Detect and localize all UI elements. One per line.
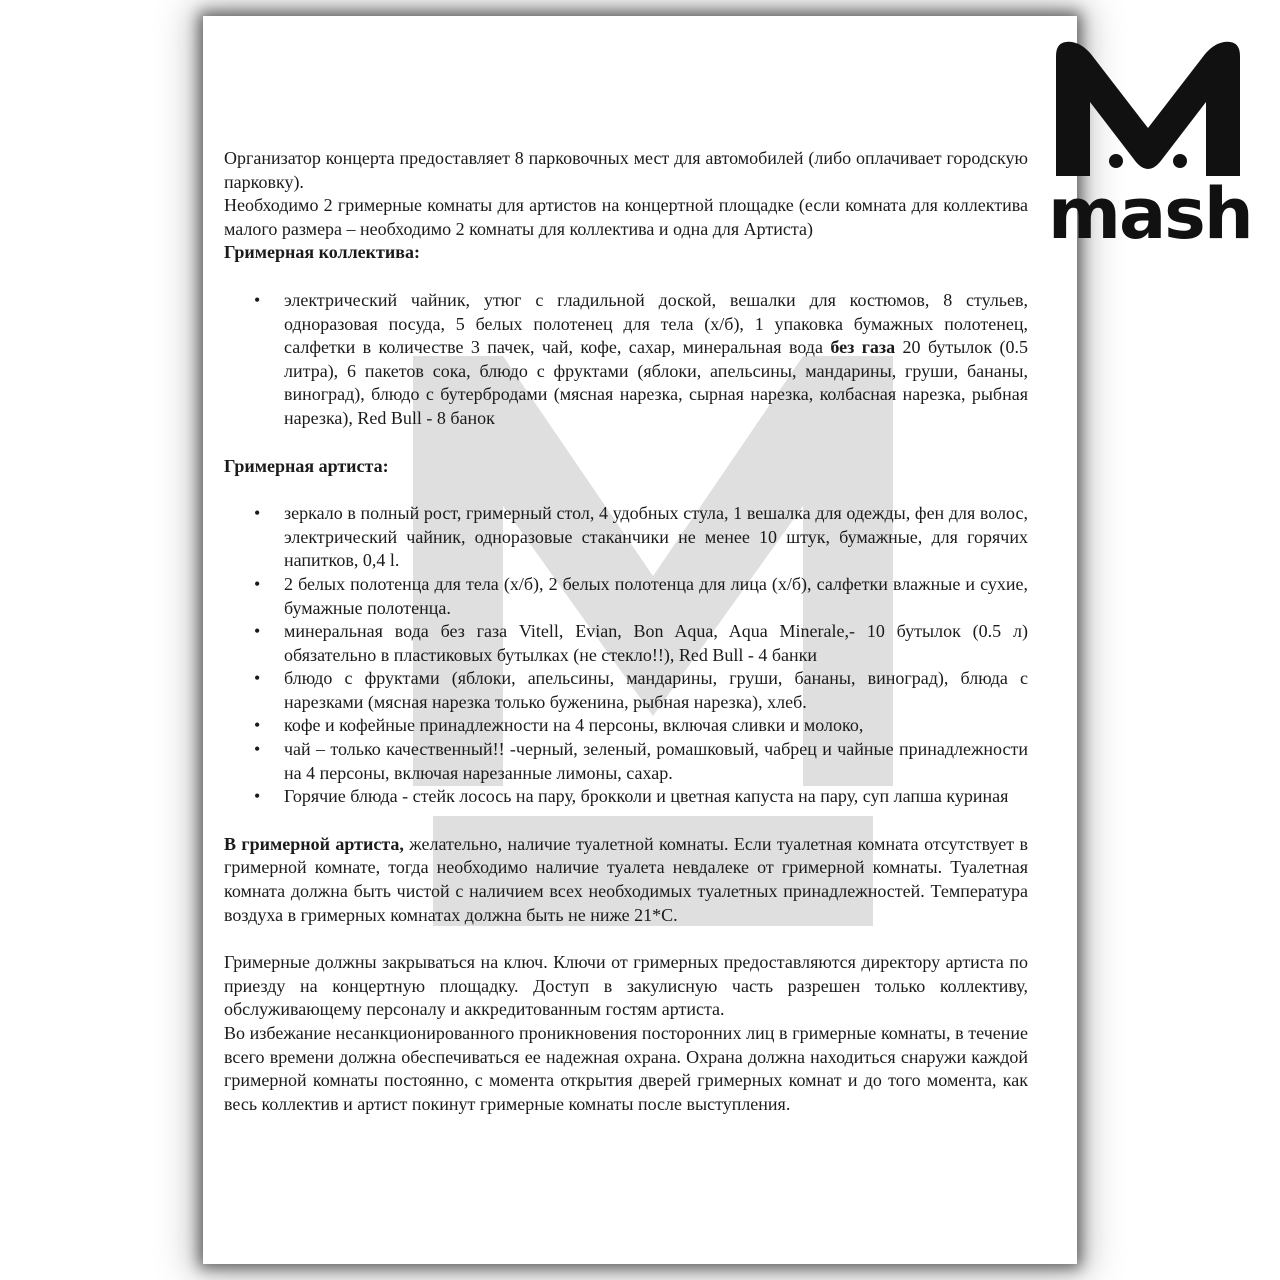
mash-logo (1048, 36, 1252, 255)
artist-room-list (224, 502, 1028, 809)
dressing-rooms-paragraph: Необходимо 2 гримерные комнаты для артистов на концертной площадке (если комната для коллектива малого размера – необходимо 2 комнаты для коллектива и одна для Артиста) (224, 195, 1028, 239)
cat-head-icon (1048, 36, 1248, 181)
list-item: • зеркало в полный рост, гримерный стол, 4 удобных стула, 1 вешалка для одежды, фен для волос, электрический чайник, одноразовые стаканчики не менее 10 штук, бумажные, для горячих напитков, 0,4 l. (284, 502, 1028, 573)
list-item: • минеральная вода без газа Vitell, Evian, Bon Aqua, Aqua Minerale,- 10 бутылок (0.5 л) обязательно в пластиковых бутылках (не стекло!!), Red Bull - 4 банки (284, 620, 1028, 667)
security-paragraph: Во избежание несанкционированного проникновения посторонних лиц в гримерные комнаты, в течение всего времени должна обеспечиваться ее надежная охрана. Охрана должна находиться снаружи каждой гримерной комнаты постоянно, с момента открытия дверей гримерных комнат и до того момента, как весь коллектив и артист покинут гримерные комнаты после выступления. (224, 1023, 1028, 1114)
document-body (224, 147, 1028, 1116)
collective-room-list (224, 289, 1028, 431)
parking-paragraph: Организатор концерта предоставляет 8 парковочных мест для автомобилей (либо оплачивает городскую парковку). (224, 148, 1028, 192)
list-item: • блюдо с фруктами (яблоки, апельсины, мандарины, груши, бананы, виноград), блюда с нарезками (мясная нарезка только буженина, рыбная нарезка), хлеб. (284, 667, 1028, 714)
list-item: • кофе и кофейные принадлежности на 4 персоны, включая сливки и молоко, (284, 714, 1028, 738)
logo-wordmark: mash (1048, 173, 1252, 255)
lock-paragraph: Гримерные должны закрываться на ключ. Ключи от гримерных предоставляются директору артиста по приезду на концертную площадку. Доступ в закулисную часть разрешен только коллективу, обслуживающему персоналу и аккредитованным гостям артиста. (224, 952, 1028, 1020)
list-item: • электрический чайник, утюг с гладильной доской, вешалки для костюмов, 8 стульев, одноразовая посуда, 5 белых полотенец для тела (х/б), 1 упаковка бумажных полотенец, салфетки в количестве 3 пачек, чай, кофе, сахар, минеральная вода без газа 20 бутылок (0.5 литра), 6 пакетов сока, блюдо с фруктами (яблоки, апельсины, мандарины, груши, бананы, виноград), блюдо с бутербродами (мясная нарезка, сырная нарезка, колбасная нарезка, рыбная нарезка), Red Bull - 8 банок (284, 289, 1028, 431)
list-item: • Горячие блюда - стейк лосось на пару, брокколи и цветная капуста на пару, суп лапша куриная (284, 785, 1028, 809)
toilet-paragraph: В гримерной артиста, желательно, наличие туалетной комнаты. Если туалетная комната отсутствует в гримерной комнате, тогда необходимо наличие туалета невдалеке от гримерной комнаты. Туалетная комната должна быть чистой с наличием всех необходимых туалетных принадлежностей. Температура воздуха в гримерных комнатах должна быть не ниже 21*С. (224, 833, 1028, 925)
artist-room-heading: Гримерная артиста: (224, 455, 389, 476)
collective-room-heading: Гримерная коллектива: (224, 242, 420, 263)
list-item: • чай – только качественный!! -черный, зеленый, ромашковый, чабрец и чайные принадлежности на 4 персоны, включая нарезанные лимоны, сахар. (284, 738, 1028, 785)
document-page (203, 16, 1077, 1264)
list-item: • 2 белых полотенца для тела (х/б), 2 белых полотенца для лица (х/б), салфетки влажные и сухие, бумажные полотенца. (284, 573, 1028, 620)
